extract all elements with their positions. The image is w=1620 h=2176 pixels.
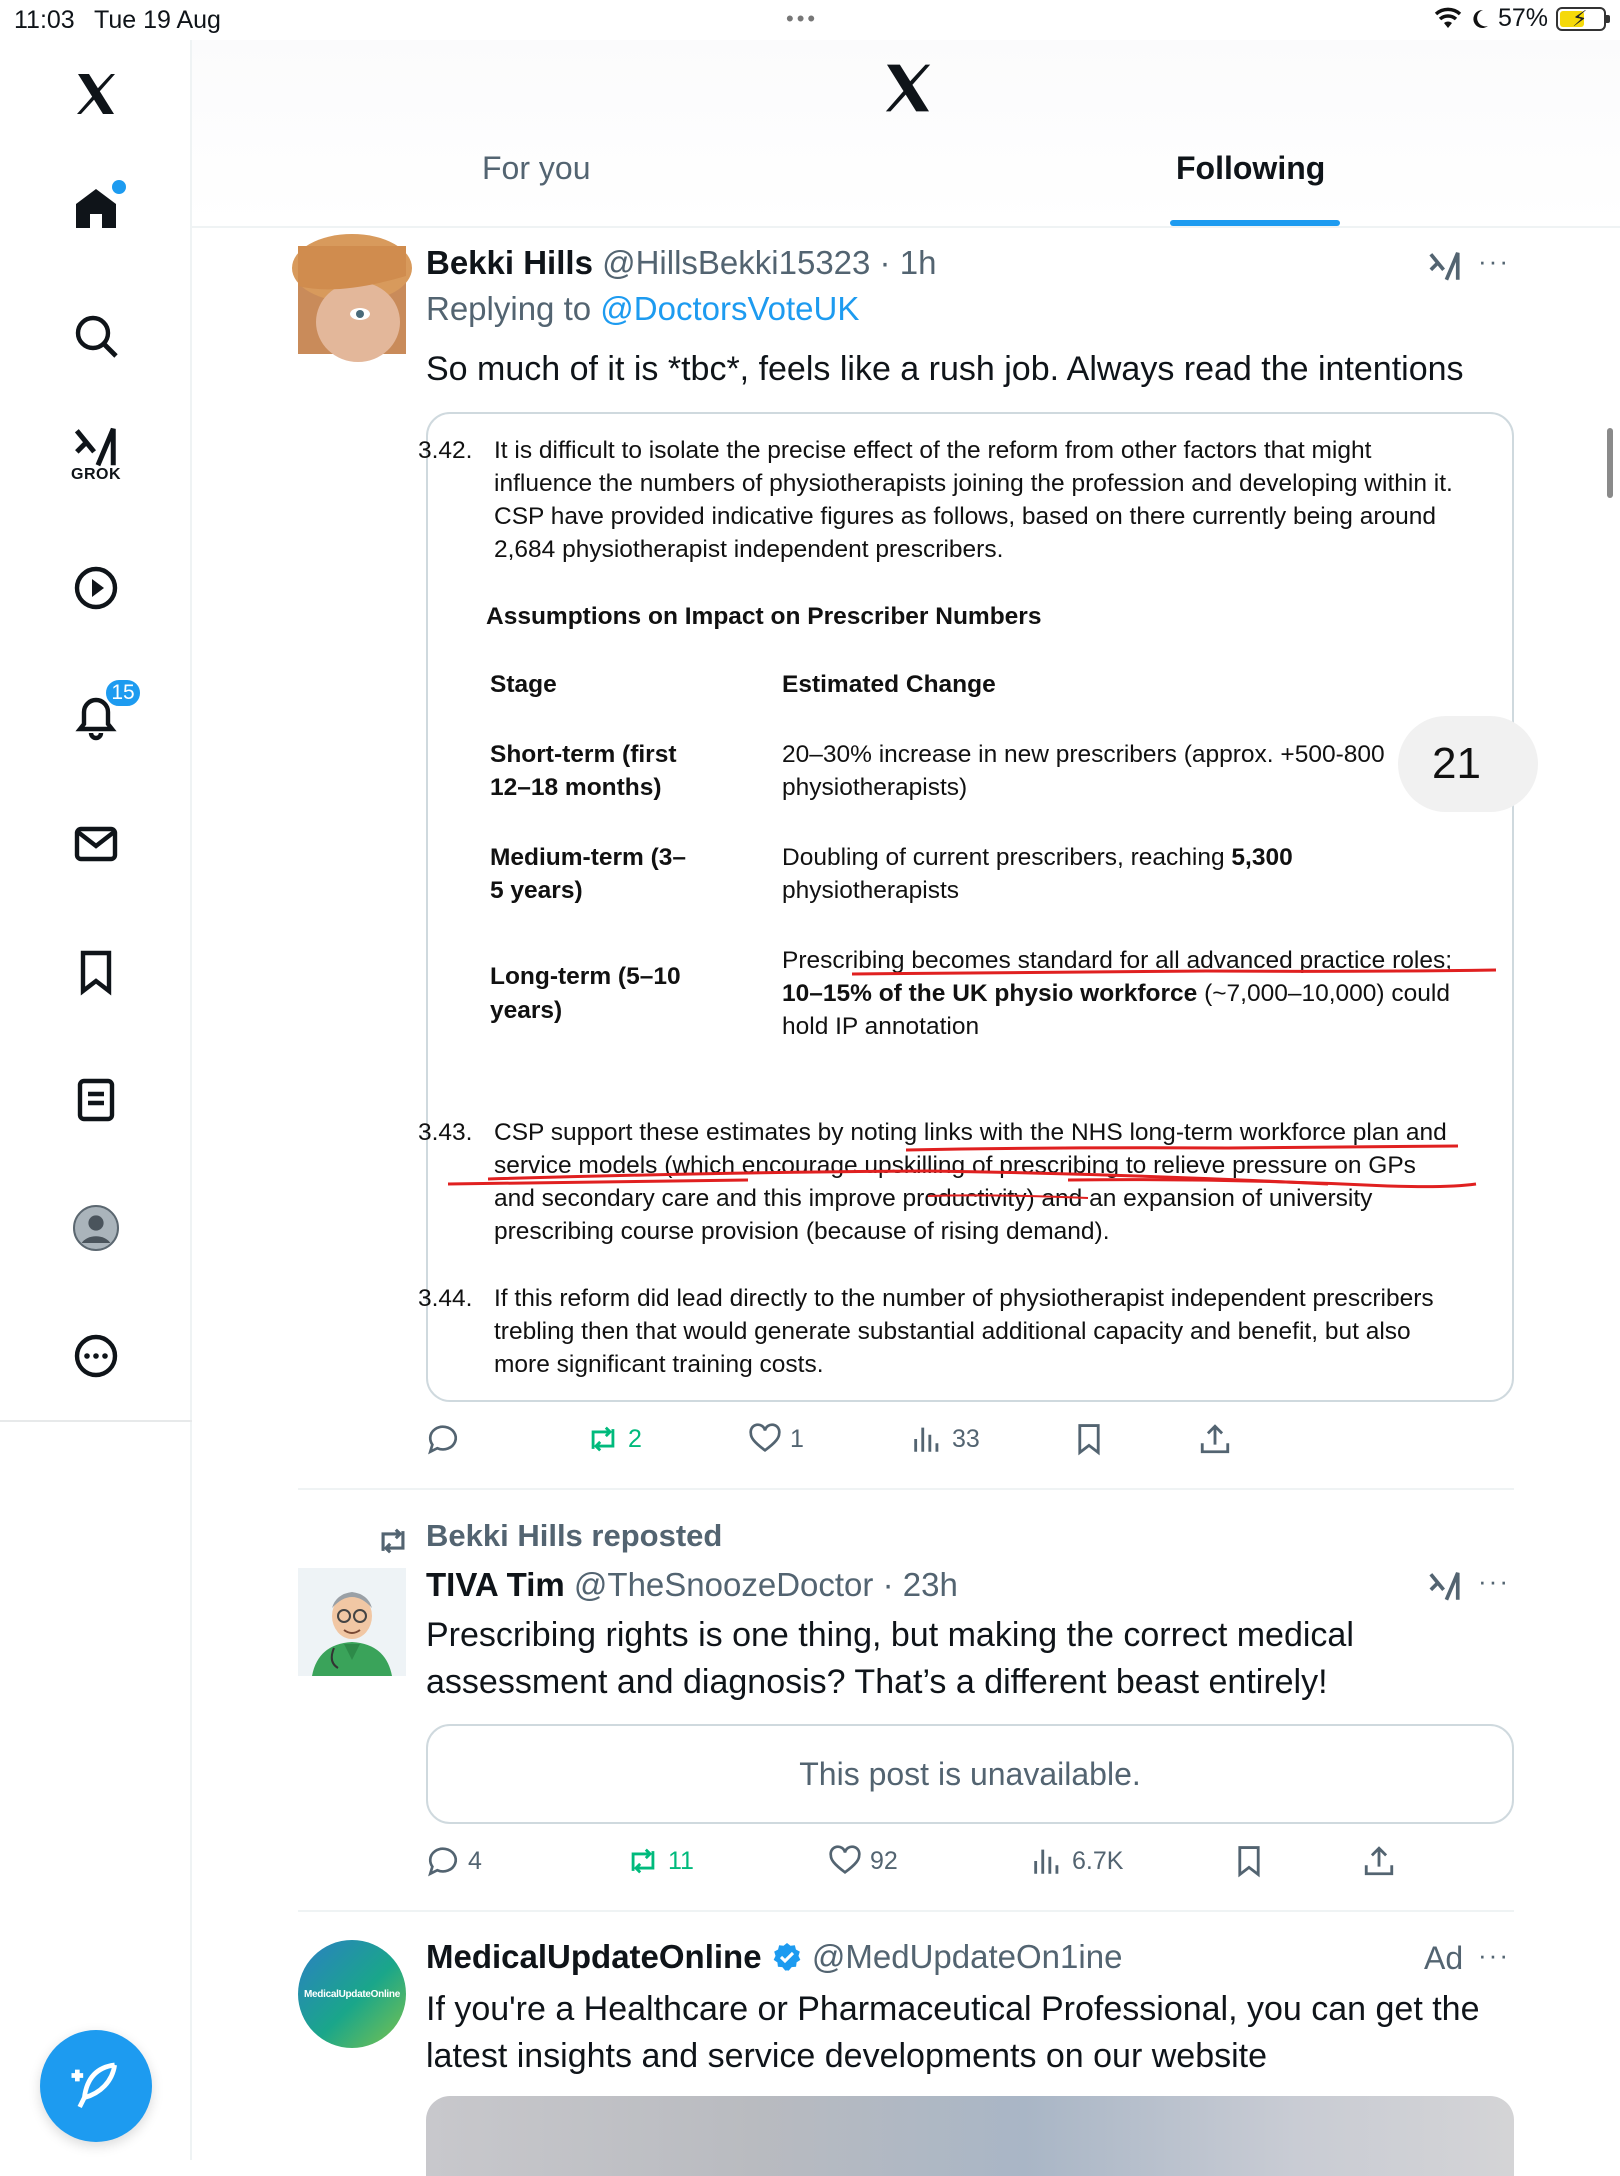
- para-3-44-line: If this reform did lead directly to the number of physiotherapist independent prescribers: [494, 1285, 1434, 1312]
- share-button[interactable]: [1362, 1844, 1396, 1878]
- para-3-43-number: 3.43.: [418, 1119, 473, 1146]
- views-icon: [1030, 1844, 1064, 1878]
- para-3-42-line: CSP have provided indicative figures as follows, based on there currently being around: [494, 503, 1436, 530]
- avatar[interactable]: [298, 246, 406, 354]
- bookmark-button[interactable]: [1232, 1844, 1266, 1878]
- active-tab-indicator: [1170, 220, 1340, 226]
- post-divider: [298, 1488, 1514, 1490]
- post-image-document[interactable]: [418, 412, 1514, 1402]
- ad-label: Ad: [1424, 1940, 1464, 1976]
- video-icon[interactable]: [62, 554, 130, 622]
- reply-count: 4: [468, 1846, 482, 1875]
- views-count: 33: [952, 1424, 980, 1453]
- messages-icon[interactable]: [62, 810, 130, 878]
- post-text: Prescribing rights is one thing, but making the correct medical assessment and diagnosis? That’s a different beast entirely!: [426, 1616, 1354, 1701]
- bookmark-icon: [1232, 1844, 1266, 1878]
- para-3-42-number: 3.42.: [418, 437, 473, 464]
- home-icon[interactable]: [62, 174, 130, 242]
- bookmark-icon: [1072, 1422, 1106, 1456]
- repost-icon: [586, 1422, 620, 1456]
- grok-icon[interactable]: [62, 422, 130, 490]
- post-divider: [298, 1910, 1514, 1912]
- notifications-badge: 15: [104, 678, 142, 708]
- row-medium-stage: Medium-term (3–: [490, 844, 687, 871]
- row-medium-change: physiotherapists: [782, 877, 960, 904]
- repost-count: 11: [668, 1846, 694, 1875]
- post-header: [426, 1566, 958, 1604]
- avatar-brand-text: MedicalUpdateOnline: [304, 1988, 400, 2000]
- share-icon: [1362, 1844, 1396, 1878]
- repost-button[interactable]: [586, 1422, 642, 1456]
- repost-icon: [626, 1844, 660, 1878]
- para-3-42-line: influence the numbers of physiotherapists joining the profession and developing within it.: [494, 470, 1453, 497]
- para-3-44-line: more significant training costs.: [494, 1351, 824, 1378]
- post-time[interactable]: 23h: [902, 1566, 958, 1603]
- row-long-change: Prescribing becomes standard for all advanced practice roles;: [782, 947, 1453, 974]
- para-3-43-line: and secondary care and this improve productivity) and an expansion of university: [494, 1185, 1373, 1212]
- post-actions: [426, 1844, 1516, 1884]
- views-count: 6.7K: [1072, 1846, 1124, 1875]
- replying-to: [426, 290, 859, 328]
- row-short-change: 20–30% increase in new prescribers (approx. +500-800: [782, 741, 1385, 768]
- row-short-change: physiotherapists): [782, 774, 968, 801]
- views-icon: [910, 1422, 944, 1456]
- grok-explain-icon[interactable]: [1428, 1570, 1462, 1604]
- image-count-badge: 21: [1398, 716, 1538, 812]
- para-3-42-line: 2,684 physiotherapist independent prescribers.: [494, 536, 1004, 563]
- search-icon[interactable]: [62, 302, 130, 370]
- x-logo-icon[interactable]: [880, 60, 936, 116]
- status-bar: [0, 0, 1620, 40]
- author-name[interactable]: TIVA Tim: [426, 1566, 565, 1603]
- avatar[interactable]: [298, 1940, 406, 2048]
- views-button[interactable]: [910, 1422, 980, 1456]
- timeline-header: [192, 40, 1620, 228]
- separator-dot: ·: [873, 1566, 903, 1603]
- author-handle[interactable]: @HillsBekki15323: [602, 244, 871, 281]
- row-long-stage: years): [490, 997, 563, 1024]
- notifications-icon[interactable]: [62, 681, 135, 750]
- like-count: 1: [790, 1424, 804, 1453]
- heart-icon: [828, 1844, 862, 1878]
- sidebar-nav: [0, 40, 192, 2160]
- lists-icon[interactable]: [62, 1066, 130, 1134]
- compose-post-button[interactable]: [40, 2030, 152, 2142]
- row-long-change: hold IP annotation: [782, 1013, 980, 1040]
- tab-for-you[interactable]: For you: [482, 150, 591, 186]
- bookmarks-icon[interactable]: [62, 938, 130, 1006]
- reply-button[interactable]: [426, 1422, 468, 1456]
- battery-icon: [1556, 7, 1606, 31]
- bookmark-button[interactable]: [1072, 1422, 1106, 1456]
- row-short-stage: Short-term (first: [490, 741, 677, 768]
- para-3-44-line: trebling then that would generate substantial additional capacity and benefit, but also: [494, 1318, 1411, 1345]
- table-header-change: Estimated Change: [782, 671, 996, 698]
- scrollbar-thumb[interactable]: [1607, 428, 1613, 498]
- battery-percent: 57%: [1497, 4, 1548, 32]
- repost-count: 2: [628, 1424, 642, 1453]
- heart-icon: [748, 1422, 782, 1456]
- row-long-stage: Long-term (5–10: [490, 963, 681, 990]
- verified-badge-icon: [771, 1941, 803, 1973]
- multitask-dots-icon[interactable]: •••: [786, 6, 819, 31]
- post-text: So much of it is *tbc*, feels like a rush job. Always read the intentions: [426, 350, 1464, 388]
- status-time: 11:03: [14, 6, 75, 34]
- row-medium-change: Doubling of current prescribers, reaching 5,300: [782, 844, 1293, 871]
- post-header: [426, 244, 936, 282]
- row-short-stage: 12–18 months): [490, 774, 662, 801]
- status-indicators: [1434, 4, 1606, 33]
- more-options-icon[interactable]: ···: [1478, 246, 1510, 276]
- row-medium-stage: 5 years): [490, 877, 583, 904]
- separator-dot: ·: [870, 244, 900, 281]
- sidebar-divider: [0, 1420, 192, 1422]
- compose-feather-icon: [68, 2058, 124, 2114]
- status-date: Tue 19 Aug: [94, 6, 221, 34]
- like-button[interactable]: [748, 1422, 804, 1456]
- reply-icon: [426, 1844, 460, 1878]
- repost-icon: [376, 1524, 410, 1558]
- author-handle[interactable]: @TheSnoozeDoctor: [573, 1566, 874, 1603]
- more-options-icon[interactable]: ···: [1478, 1566, 1510, 1596]
- post-actions: [426, 1422, 1516, 1462]
- charging-bolt-icon: ⚡: [1572, 5, 1588, 31]
- ad-media-image[interactable]: [426, 2096, 1514, 2176]
- wifi-icon: [1434, 8, 1462, 30]
- more-icon[interactable]: [62, 1322, 130, 1390]
- moon-icon: [1470, 8, 1490, 30]
- repost-button[interactable]: [626, 1844, 694, 1878]
- grok-label: GROK: [71, 466, 121, 483]
- para-3-43-line: service models (which encourage upskilling of prescribing to relieve pressure on GPs: [494, 1152, 1416, 1179]
- post-text: If you're a Healthcare or Pharmaceutical Professional, you can get the latest insights and service developments on our website: [426, 1990, 1480, 2075]
- reposted-by[interactable]: Bekki Hills reposted: [426, 1518, 723, 1553]
- share-icon: [1198, 1422, 1232, 1456]
- tab-following[interactable]: Following: [1176, 150, 1326, 186]
- more-options-icon[interactable]: ···: [1478, 1940, 1510, 1970]
- views-button[interactable]: [1030, 1844, 1123, 1878]
- reply-icon: [426, 1422, 460, 1456]
- reply-button[interactable]: [426, 1844, 482, 1878]
- author-name[interactable]: Bekki Hills: [426, 244, 593, 281]
- post-header: [426, 1938, 1122, 1976]
- quoted-post-unavailable[interactable]: This post is unavailable.: [426, 1724, 1514, 1824]
- author-handle[interactable]: @MedUpdateOn1ine: [811, 1938, 1123, 1975]
- profile-icon[interactable]: [62, 1194, 130, 1262]
- like-count: 92: [870, 1846, 898, 1875]
- like-button[interactable]: [828, 1844, 898, 1878]
- share-button[interactable]: [1198, 1422, 1232, 1456]
- replying-prefix: Replying to: [426, 290, 601, 327]
- para-3-44-number: 3.44.: [418, 1285, 473, 1312]
- para-3-43-line: CSP support these estimates by noting links with the NHS long-term workforce plan and: [494, 1119, 1447, 1146]
- row-long-change: 10–15% of the UK physio workforce (~7,000–10,000) could: [782, 980, 1450, 1007]
- replying-to-link[interactable]: @DoctorsVoteUK: [600, 290, 860, 327]
- x-logo-icon[interactable]: [62, 60, 130, 128]
- grok-explain-icon[interactable]: [1428, 250, 1462, 284]
- avatar[interactable]: [298, 1568, 406, 1676]
- home-unread-dot: [112, 180, 126, 194]
- para-3-42-line: It is difficult to isolate the precise effect of the reform from other factors that might: [494, 437, 1372, 464]
- para-3-43-line: prescribing course provision (because of rising demand).: [494, 1218, 1110, 1245]
- post-time[interactable]: 1h: [899, 244, 937, 281]
- table-title: Assumptions on Impact on Prescriber Numbers: [486, 603, 1042, 630]
- author-name[interactable]: MedicalUpdateOnline: [426, 1938, 762, 1975]
- table-header-stage: Stage: [490, 671, 557, 698]
